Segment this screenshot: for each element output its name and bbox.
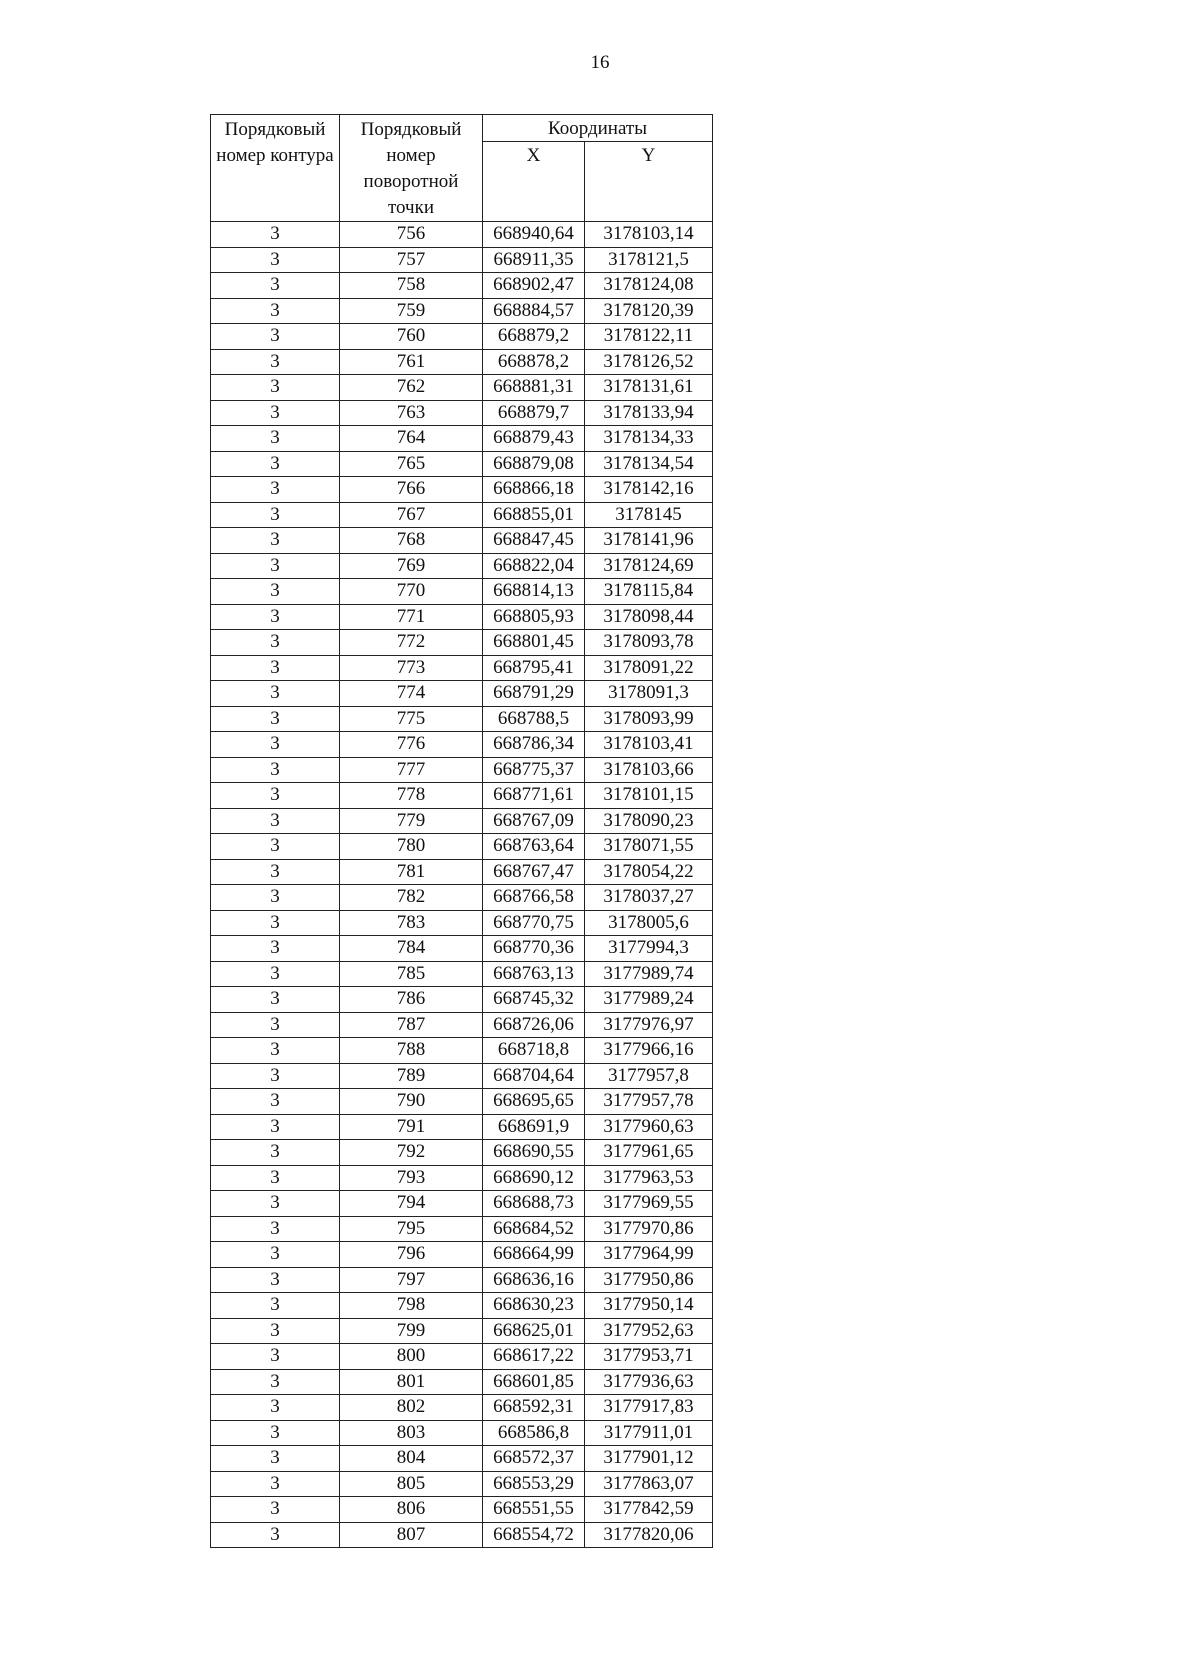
cell-point-number: 768 (340, 528, 483, 554)
cell-point-number: 774 (340, 681, 483, 707)
cell-contour-number: 3 (211, 706, 340, 732)
cell-point-number: 784 (340, 936, 483, 962)
table-body (211, 222, 713, 1548)
cell-y: 3178145 (585, 502, 713, 528)
cell-contour-number: 3 (211, 1012, 340, 1038)
table-row (211, 1497, 713, 1523)
cell-x: 668940,64 (483, 222, 585, 248)
table-row (211, 732, 713, 758)
cell-x: 668630,23 (483, 1293, 585, 1319)
cell-y: 3178071,55 (585, 834, 713, 860)
cell-point-number: 770 (340, 579, 483, 605)
coordinates-table (210, 114, 713, 1548)
table-row (211, 1012, 713, 1038)
cell-contour-number: 3 (211, 1420, 340, 1446)
cell-contour-number: 3 (211, 1522, 340, 1548)
cell-y: 3177911,01 (585, 1420, 713, 1446)
cell-point-number: 807 (340, 1522, 483, 1548)
table-row (211, 1318, 713, 1344)
cell-point-number: 779 (340, 808, 483, 834)
cell-contour-number: 3 (211, 1063, 340, 1089)
cell-contour-number: 3 (211, 451, 340, 477)
table-row (211, 1165, 713, 1191)
cell-x: 668770,36 (483, 936, 585, 962)
cell-y: 3178142,16 (585, 477, 713, 503)
table-row (211, 757, 713, 783)
cell-y: 3177960,63 (585, 1114, 713, 1140)
cell-point-number: 796 (340, 1242, 483, 1268)
cell-contour-number: 3 (211, 1038, 340, 1064)
cell-point-number: 776 (340, 732, 483, 758)
cell-x: 668771,61 (483, 783, 585, 809)
cell-y: 3178133,94 (585, 400, 713, 426)
cell-x: 668553,29 (483, 1471, 585, 1497)
cell-point-number: 795 (340, 1216, 483, 1242)
cell-x: 668795,41 (483, 655, 585, 681)
cell-contour-number: 3 (211, 681, 340, 707)
cell-contour-number: 3 (211, 553, 340, 579)
cell-x: 668847,45 (483, 528, 585, 554)
cell-y: 3178091,3 (585, 681, 713, 707)
cell-x: 668664,99 (483, 1242, 585, 1268)
table-row (211, 1114, 713, 1140)
cell-point-number: 805 (340, 1471, 483, 1497)
cell-point-number: 762 (340, 375, 483, 401)
cell-y: 3177966,16 (585, 1038, 713, 1064)
cell-x: 668770,75 (483, 910, 585, 936)
cell-x: 668791,29 (483, 681, 585, 707)
cell-y: 3177957,8 (585, 1063, 713, 1089)
cell-contour-number: 3 (211, 1395, 340, 1421)
cell-x: 668814,13 (483, 579, 585, 605)
cell-point-number: 788 (340, 1038, 483, 1064)
cell-point-number: 789 (340, 1063, 483, 1089)
cell-contour-number: 3 (211, 1318, 340, 1344)
cell-y: 3178124,69 (585, 553, 713, 579)
cell-contour-number: 3 (211, 426, 340, 452)
cell-contour-number: 3 (211, 1344, 340, 1370)
table-row (211, 1420, 713, 1446)
cell-point-number: 766 (340, 477, 483, 503)
cell-x: 668718,8 (483, 1038, 585, 1064)
table-row (211, 706, 713, 732)
cell-x: 668684,52 (483, 1216, 585, 1242)
cell-contour-number: 3 (211, 910, 340, 936)
cell-y: 3177961,65 (585, 1140, 713, 1166)
table-row (211, 1522, 713, 1548)
cell-x: 668572,37 (483, 1446, 585, 1472)
cell-x: 668617,22 (483, 1344, 585, 1370)
table-row (211, 808, 713, 834)
cell-y: 3178141,96 (585, 528, 713, 554)
table-row (211, 604, 713, 630)
cell-y: 3177863,07 (585, 1471, 713, 1497)
cell-point-number: 801 (340, 1369, 483, 1395)
table-row (211, 987, 713, 1013)
cell-contour-number: 3 (211, 1267, 340, 1293)
cell-point-number: 806 (340, 1497, 483, 1523)
table-row (211, 349, 713, 375)
cell-contour-number: 3 (211, 324, 340, 350)
header-point-number: Порядковый номер поворотной точки (340, 115, 483, 222)
cell-y: 3178101,15 (585, 783, 713, 809)
cell-x: 668879,7 (483, 400, 585, 426)
cell-x: 668601,85 (483, 1369, 585, 1395)
table-row (211, 247, 713, 273)
cell-point-number: 781 (340, 859, 483, 885)
table-row (211, 961, 713, 987)
cell-y: 3177952,63 (585, 1318, 713, 1344)
cell-x: 668879,43 (483, 426, 585, 452)
cell-contour-number: 3 (211, 630, 340, 656)
cell-x: 668866,18 (483, 477, 585, 503)
cell-point-number: 783 (340, 910, 483, 936)
cell-contour-number: 3 (211, 298, 340, 324)
table-row (211, 477, 713, 503)
cell-contour-number: 3 (211, 247, 340, 273)
cell-point-number: 775 (340, 706, 483, 732)
cell-contour-number: 3 (211, 757, 340, 783)
cell-y: 3177901,12 (585, 1446, 713, 1472)
cell-x: 668690,55 (483, 1140, 585, 1166)
cell-point-number: 769 (340, 553, 483, 579)
cell-x: 668881,31 (483, 375, 585, 401)
cell-x: 668822,04 (483, 553, 585, 579)
cell-y: 3178103,66 (585, 757, 713, 783)
cell-point-number: 758 (340, 273, 483, 299)
cell-contour-number: 3 (211, 885, 340, 911)
cell-x: 668884,57 (483, 298, 585, 324)
cell-y: 3178091,22 (585, 655, 713, 681)
cell-point-number: 760 (340, 324, 483, 350)
cell-point-number: 777 (340, 757, 483, 783)
cell-point-number: 782 (340, 885, 483, 911)
cell-contour-number: 3 (211, 1369, 340, 1395)
cell-x: 668592,31 (483, 1395, 585, 1421)
cell-point-number: 759 (340, 298, 483, 324)
cell-point-number: 767 (340, 502, 483, 528)
cell-y: 3177970,86 (585, 1216, 713, 1242)
cell-x: 668726,06 (483, 1012, 585, 1038)
cell-x: 668911,35 (483, 247, 585, 273)
cell-x: 668788,5 (483, 706, 585, 732)
cell-point-number: 804 (340, 1446, 483, 1472)
cell-point-number: 757 (340, 247, 483, 273)
cell-y: 3178090,23 (585, 808, 713, 834)
cell-y: 3177842,59 (585, 1497, 713, 1523)
table-row (211, 400, 713, 426)
table-row (211, 655, 713, 681)
cell-point-number: 800 (340, 1344, 483, 1370)
table-row (211, 375, 713, 401)
cell-x: 668695,65 (483, 1089, 585, 1115)
cell-point-number: 785 (340, 961, 483, 987)
cell-contour-number: 3 (211, 349, 340, 375)
cell-x: 668554,72 (483, 1522, 585, 1548)
cell-contour-number: 3 (211, 1242, 340, 1268)
cell-x: 668763,13 (483, 961, 585, 987)
table-row (211, 426, 713, 452)
cell-y: 3178126,52 (585, 349, 713, 375)
cell-contour-number: 3 (211, 579, 340, 605)
cell-y: 3178093,78 (585, 630, 713, 656)
table-row (211, 630, 713, 656)
table-row (211, 502, 713, 528)
header-contour-number: Порядковый номер контура (211, 115, 340, 222)
cell-x: 668636,16 (483, 1267, 585, 1293)
cell-contour-number: 3 (211, 222, 340, 248)
cell-point-number: 792 (340, 1140, 483, 1166)
header-coordinates: Координаты (483, 115, 713, 142)
table-row (211, 885, 713, 911)
cell-point-number: 772 (340, 630, 483, 656)
cell-contour-number: 3 (211, 604, 340, 630)
cell-point-number: 764 (340, 426, 483, 452)
cell-contour-number: 3 (211, 1140, 340, 1166)
cell-x: 668878,2 (483, 349, 585, 375)
cell-point-number: 797 (340, 1267, 483, 1293)
cell-point-number: 765 (340, 451, 483, 477)
cell-contour-number: 3 (211, 375, 340, 401)
cell-y: 3177936,63 (585, 1369, 713, 1395)
cell-contour-number: 3 (211, 502, 340, 528)
cell-contour-number: 3 (211, 808, 340, 834)
cell-point-number: 773 (340, 655, 483, 681)
cell-point-number: 793 (340, 1165, 483, 1191)
cell-x: 668690,12 (483, 1165, 585, 1191)
cell-x: 668879,08 (483, 451, 585, 477)
cell-x: 668704,64 (483, 1063, 585, 1089)
cell-y: 3178098,44 (585, 604, 713, 630)
cell-contour-number: 3 (211, 400, 340, 426)
cell-y: 3178093,99 (585, 706, 713, 732)
cell-y: 3178131,61 (585, 375, 713, 401)
table-row (211, 1344, 713, 1370)
table-row (211, 579, 713, 605)
cell-x: 668691,9 (483, 1114, 585, 1140)
table-row (211, 1395, 713, 1421)
cell-contour-number: 3 (211, 859, 340, 885)
table-row (211, 1191, 713, 1217)
cell-x: 668775,37 (483, 757, 585, 783)
cell-contour-number: 3 (211, 1497, 340, 1523)
cell-point-number: 794 (340, 1191, 483, 1217)
cell-contour-number: 3 (211, 961, 340, 987)
cell-y: 3178122,11 (585, 324, 713, 350)
cell-y: 3177989,74 (585, 961, 713, 987)
table-row (211, 1267, 713, 1293)
table-row (211, 1446, 713, 1472)
cell-contour-number: 3 (211, 783, 340, 809)
table-row (211, 1471, 713, 1497)
table-row (211, 681, 713, 707)
table-row (211, 834, 713, 860)
cell-y: 3177964,99 (585, 1242, 713, 1268)
table-row (211, 1216, 713, 1242)
cell-contour-number: 3 (211, 273, 340, 299)
cell-y: 3178124,08 (585, 273, 713, 299)
cell-point-number: 761 (340, 349, 483, 375)
table-row (211, 222, 713, 248)
cell-y: 3177950,86 (585, 1267, 713, 1293)
cell-point-number: 803 (340, 1420, 483, 1446)
cell-x: 668766,58 (483, 885, 585, 911)
cell-contour-number: 3 (211, 1471, 340, 1497)
cell-x: 668767,47 (483, 859, 585, 885)
table-row (211, 298, 713, 324)
table-row (211, 1293, 713, 1319)
table-row (211, 1140, 713, 1166)
cell-y: 3177953,71 (585, 1344, 713, 1370)
cell-contour-number: 3 (211, 1191, 340, 1217)
table-row (211, 324, 713, 350)
cell-contour-number: 3 (211, 1293, 340, 1319)
table-row (211, 1242, 713, 1268)
cell-point-number: 787 (340, 1012, 483, 1038)
cell-y: 3178134,33 (585, 426, 713, 452)
cell-x: 668879,2 (483, 324, 585, 350)
cell-y: 3178103,14 (585, 222, 713, 248)
table-row (211, 451, 713, 477)
cell-y: 3177989,24 (585, 987, 713, 1013)
cell-contour-number: 3 (211, 655, 340, 681)
cell-y: 3177820,06 (585, 1522, 713, 1548)
cell-contour-number: 3 (211, 987, 340, 1013)
cell-x: 668763,64 (483, 834, 585, 860)
cell-y: 3178115,84 (585, 579, 713, 605)
cell-y: 3178005,6 (585, 910, 713, 936)
cell-x: 668786,34 (483, 732, 585, 758)
cell-y: 3177963,53 (585, 1165, 713, 1191)
cell-contour-number: 3 (211, 528, 340, 554)
cell-point-number: 790 (340, 1089, 483, 1115)
cell-x: 668625,01 (483, 1318, 585, 1344)
table-row (211, 859, 713, 885)
cell-x: 668551,55 (483, 1497, 585, 1523)
cell-y: 3177917,83 (585, 1395, 713, 1421)
cell-x: 668855,01 (483, 502, 585, 528)
cell-y: 3177969,55 (585, 1191, 713, 1217)
table-row (211, 553, 713, 579)
cell-contour-number: 3 (211, 1089, 340, 1115)
cell-y: 3177994,3 (585, 936, 713, 962)
table-header (211, 115, 713, 222)
cell-y: 3178103,41 (585, 732, 713, 758)
table-row (211, 528, 713, 554)
cell-y: 3178054,22 (585, 859, 713, 885)
header-y: Y (585, 142, 713, 222)
cell-point-number: 798 (340, 1293, 483, 1319)
cell-y: 3178120,39 (585, 298, 713, 324)
cell-y: 3177976,97 (585, 1012, 713, 1038)
cell-contour-number: 3 (211, 1114, 340, 1140)
cell-x: 668586,8 (483, 1420, 585, 1446)
cell-point-number: 802 (340, 1395, 483, 1421)
cell-y: 3177957,78 (585, 1089, 713, 1115)
table-row (211, 1369, 713, 1395)
cell-contour-number: 3 (211, 1446, 340, 1472)
cell-point-number: 786 (340, 987, 483, 1013)
cell-contour-number: 3 (211, 1165, 340, 1191)
table-row (211, 936, 713, 962)
cell-y: 3177950,14 (585, 1293, 713, 1319)
cell-point-number: 756 (340, 222, 483, 248)
table-row (211, 783, 713, 809)
cell-contour-number: 3 (211, 1216, 340, 1242)
cell-y: 3178134,54 (585, 451, 713, 477)
cell-point-number: 763 (340, 400, 483, 426)
cell-contour-number: 3 (211, 477, 340, 503)
table-row (211, 1038, 713, 1064)
header-x: X (483, 142, 585, 222)
cell-point-number: 791 (340, 1114, 483, 1140)
cell-x: 668801,45 (483, 630, 585, 656)
cell-x: 668805,93 (483, 604, 585, 630)
cell-y: 3178037,27 (585, 885, 713, 911)
table-row (211, 910, 713, 936)
cell-x: 668745,32 (483, 987, 585, 1013)
cell-contour-number: 3 (211, 936, 340, 962)
cell-contour-number: 3 (211, 834, 340, 860)
cell-point-number: 799 (340, 1318, 483, 1344)
table-row (211, 1063, 713, 1089)
table-row (211, 273, 713, 299)
cell-point-number: 771 (340, 604, 483, 630)
cell-x: 668767,09 (483, 808, 585, 834)
cell-contour-number: 3 (211, 732, 340, 758)
cell-x: 668902,47 (483, 273, 585, 299)
cell-point-number: 778 (340, 783, 483, 809)
cell-y: 3178121,5 (585, 247, 713, 273)
page-number: 16 (590, 52, 610, 73)
cell-point-number: 780 (340, 834, 483, 860)
cell-x: 668688,73 (483, 1191, 585, 1217)
table-row (211, 1089, 713, 1115)
